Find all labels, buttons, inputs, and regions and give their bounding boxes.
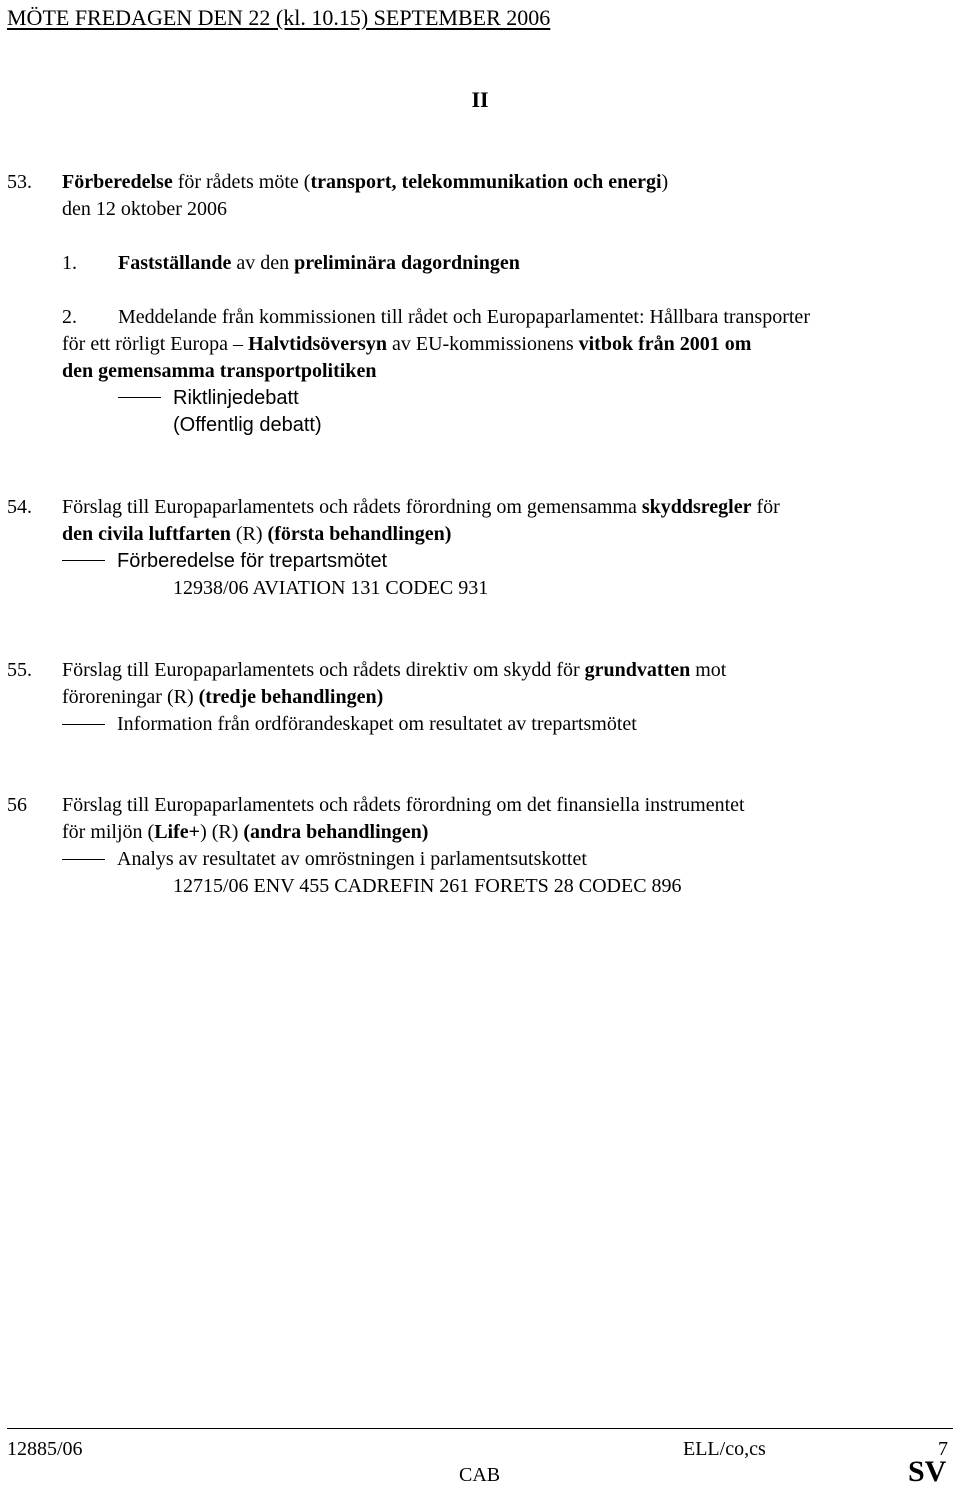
item-number: 54. [7,496,32,518]
dash-mark [62,560,105,561]
item-title-line: den civila luftfarten (R) (första behandlingen) [62,523,452,545]
footer-page-number: 7 [938,1438,948,1460]
footer-initials: ELL/co,cs [683,1438,766,1460]
dash-item: Riktlinjedebatt [118,385,299,412]
item-title-line: Förslag till Europaparlamentets och rådets förordning om det finansiella instrumentet [62,794,745,816]
dash-mark [118,397,161,398]
sub-item-number: 1. [62,252,77,274]
item-title-line: föroreningar (R) (tredje behandlingen) [62,686,384,708]
note-text: (Offentlig debatt) [173,414,322,436]
footer-unit: CAB [459,1464,501,1486]
item-title-line: Förberedelse för rådets möte (transport, telekommunikation och energi) [62,171,669,193]
sub-item-text: den gemensamma transportpolitiken [62,360,377,382]
document-reference: 12715/06 ENV 455 CADREFIN 261 FORETS 28 CODEC 896 [173,875,682,897]
section-numeral: II [471,87,489,112]
item-number: 55. [7,659,32,681]
sub-item-text: för ett rörligt Europa – Halvtidsöversyn av EU-kommissionens vitbok från 2001 om [62,333,752,355]
dash-item: Information från ordförandeskapet om resultatet av trepartsmötet [62,711,637,738]
sub-item-text: Fastställande av den preliminära dagordningen [118,252,520,274]
item-number: 53. [7,171,32,193]
dash-item: Förberedelse för trepartsmötet [62,548,387,575]
item-title-line: den 12 oktober 2006 [62,198,227,220]
footer-language: SV [908,1455,947,1488]
dash-mark [62,724,105,725]
dash-mark [62,859,105,860]
footer-doc-ref: 12885/06 [7,1438,83,1460]
item-title-line: Förslag till Europaparlamentets och rådets förordning om gemensamma skyddsregler för [62,496,780,518]
dash-item: Analys av resultatet av omröstningen i parlamentsutskottet [62,846,587,873]
item-title-line: för miljön (Life+) (R) (andra behandlingen) [62,821,429,843]
item-number: 56 [7,794,27,816]
page-header-title: MÖTE FREDAGEN DEN 22 (kl. 10.15) SEPTEMBER 2006 [7,5,551,30]
item-title-line: Förslag till Europaparlamentets och rådets direktiv om skydd för grundvatten mot [62,659,727,681]
document-reference: 12938/06 AVIATION 131 CODEC 931 [173,577,489,599]
sub-item-text: Meddelande från kommissionen till rådet och Europaparlamentet: Hållbara transporter [118,306,810,328]
sub-item-number: 2. [62,306,77,328]
footer-rule [7,1428,953,1429]
